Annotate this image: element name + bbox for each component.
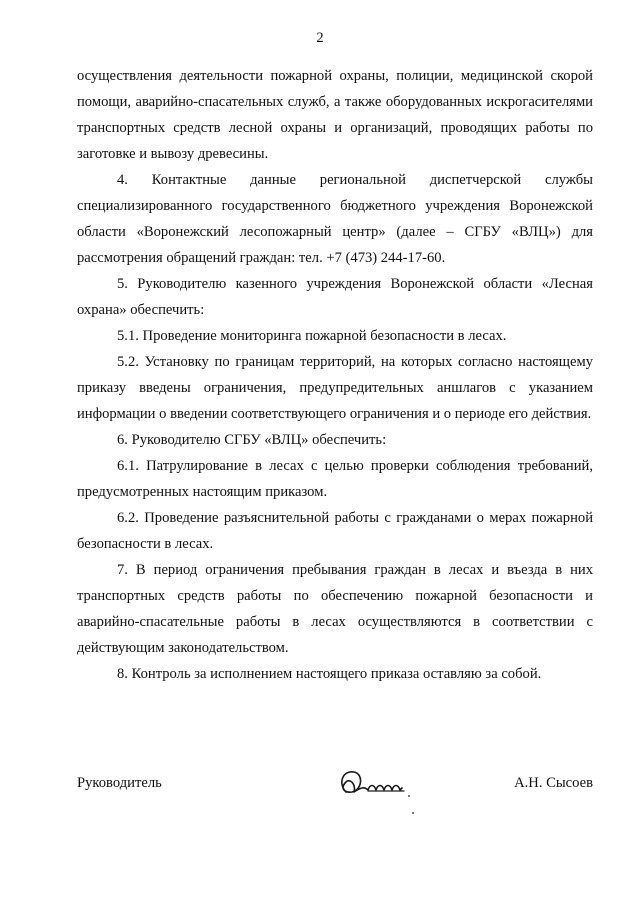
document-body (77, 63, 593, 687)
page-number: 2 (316, 30, 324, 46)
paragraph-6-2: 6.2. Проведение разъяснительной работы с гражданами о мерах пожарной безопасности в лесах. (77, 510, 593, 552)
paragraph-5: 5. Руководителю казенного учреждения Воронежской области «Лесная охрана» обеспечить: (77, 276, 593, 318)
paragraph-continuation: осуществления деятельности пожарной охраны, полиции, медицинской скорой помощи, аварийно-спасательных служб, а также оборудованных искрогасителями транспортных средств лесной охраны и организаций, проводящих работы по заготовке и вывозу древесины. (77, 68, 593, 162)
signature-block (77, 762, 593, 822)
paragraph-8: 8. Контроль за исполнением настоящего приказа оставляю за собой. (117, 666, 542, 682)
paragraph-6: 6. Руководителю СГБУ «ВЛЦ» обеспечить: (117, 432, 387, 448)
paragraph-6-1: 6.1. Патрулирование в лесах с целью проверки соблюдения требований, предусмотренных настоящим приказом. (77, 458, 593, 500)
signatory-name: А.Н. Сысоев (514, 775, 593, 791)
signatory-title: Руководитель (77, 775, 162, 791)
paragraph-4-contacts: 4. Контактные данные региональной диспетчерской службы специализированного государственного бюджетного учреждения Воронежской области «Воронежский лесопожарный центр» (далее – СГБУ «ВЛЦ») для рассмотрения обращений граждан: тел. +7 (473) 244-17-60. (77, 172, 593, 266)
handwritten-signature (332, 762, 482, 822)
paragraph-5-2: 5.2. Установку по границам территорий, на которых согласно настоящему приказу введены ограничения, предупредительных аншлагов с указанием информации о введении соответствующего ограничения и о периоде его действия. (77, 354, 593, 422)
paragraph-7: 7. В период ограничения пребывания граждан в лесах и въезда в них транспортных средств работы по обеспечению пожарной безопасности и аварийно-спасательные работы в лесах осуществляются в соответствии с действующим законодательством. (77, 562, 593, 656)
paragraph-5-1: 5.1. Проведение мониторинга пожарной безопасности в лесах. (117, 328, 507, 344)
